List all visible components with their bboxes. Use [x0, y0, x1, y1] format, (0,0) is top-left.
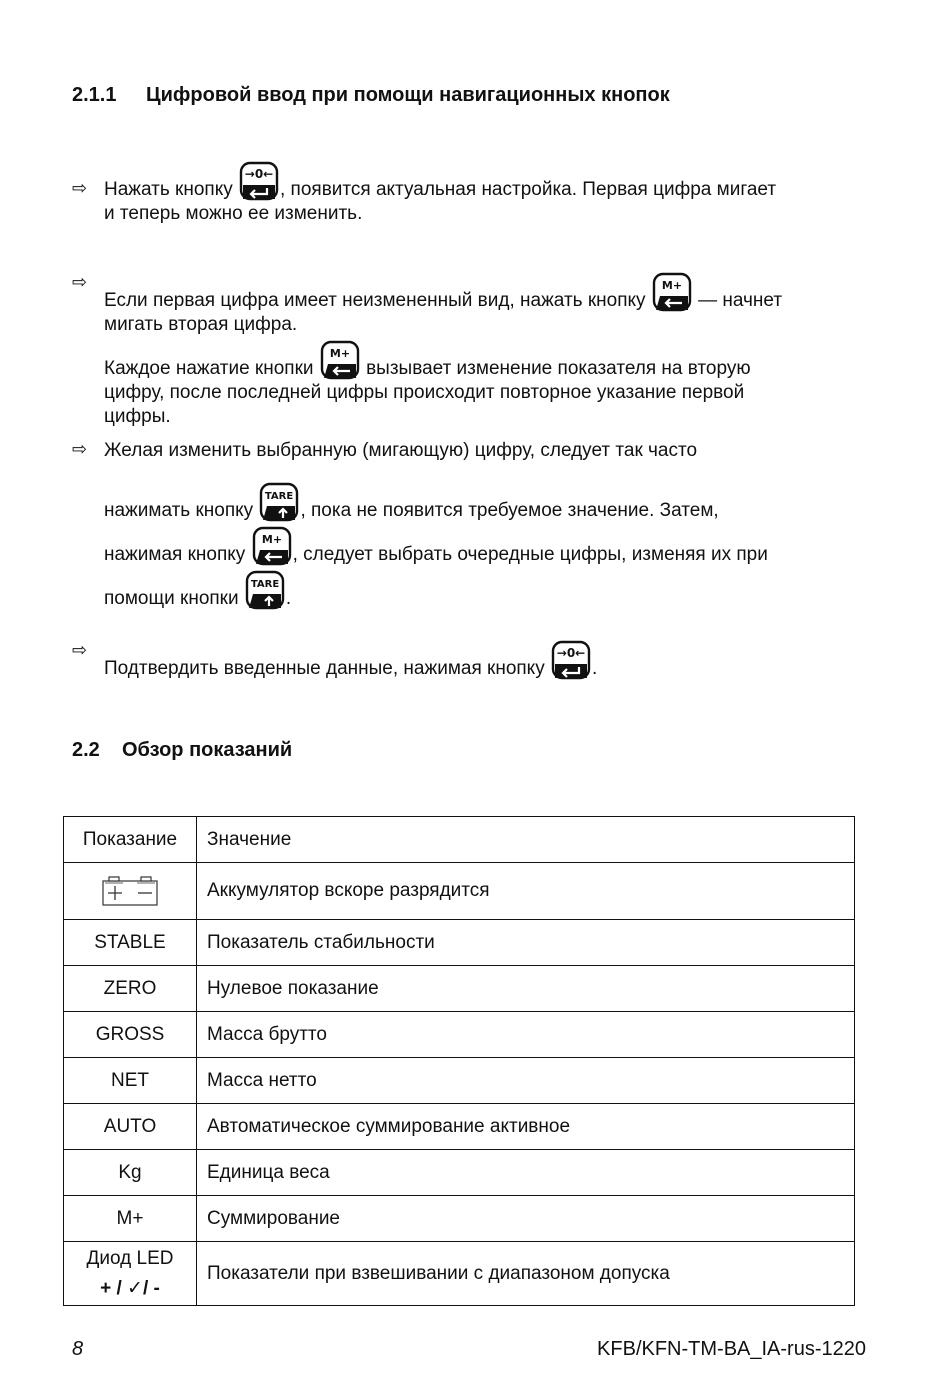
- table-cell-meaning: Показатели при взвешивании с диапазоном допуска: [197, 1242, 855, 1306]
- section-heading-2-1-1: [72, 84, 670, 107]
- bullet-2-p2-text-cont: вызывает изменение показателя на вторую: [366, 358, 751, 379]
- mplus-button-icon: [652, 272, 692, 308]
- table-cell-display: NET: [64, 1058, 197, 1104]
- table-cell-display: STABLE: [64, 920, 197, 966]
- bullet-3-line1: Желая изменить выбранную (мигающую) цифру, следует так часто: [104, 440, 698, 461]
- zero-label: →0←: [244, 167, 274, 181]
- section-heading-2-2: [72, 739, 292, 762]
- battery-low-icon: [101, 875, 159, 907]
- bullet-2-text: Если первая цифра имеет неизмененный вид, нажать кнопку: [104, 290, 646, 311]
- bullet-arrow-icon: ⇨: [72, 272, 88, 292]
- table-header-cell: Показание: [64, 817, 197, 863]
- bullet-3-line3-text: нажимая кнопку: [104, 544, 246, 565]
- svg-text:TARE: TARE: [265, 491, 294, 502]
- bullet-arrow-icon: ⇨: [72, 439, 88, 459]
- svg-text:M+: M+: [329, 347, 350, 360]
- table-cell-meaning: Нулевое показание: [197, 966, 855, 1012]
- tare-up-button-icon: [245, 570, 285, 606]
- document-id: KFB/KFN-TM-BA_IA-rus-1220: [597, 1338, 866, 1360]
- table-cell-meaning: Аккумулятор вскоре разрядится: [197, 863, 855, 920]
- bullet-3-line2: [104, 482, 719, 523]
- table-row: [64, 1196, 855, 1242]
- page-number: 8: [72, 1338, 84, 1360]
- svg-text:M+: M+: [661, 279, 682, 292]
- table-cell-display: Kg: [64, 1150, 197, 1196]
- table-cell-meaning: Масса нетто: [197, 1058, 855, 1104]
- display-overview-table: [63, 816, 855, 1306]
- tare-up-button-icon: [259, 482, 299, 518]
- led-label: Диод LED: [86, 1247, 174, 1269]
- table-row: [64, 1150, 855, 1196]
- bullet-3-line4-text: помощи кнопки: [104, 588, 239, 609]
- bullet-3-line3-text-cont: , следует выбрать очередные цифры, изменяя их при: [292, 544, 768, 565]
- bullet-arrow-icon: ⇨: [72, 178, 88, 198]
- bullet-2-text-cont: — начнет: [698, 290, 783, 311]
- table-cell-meaning: Масса брутто: [197, 1012, 855, 1058]
- mplus-button-icon: [320, 340, 360, 376]
- table-row: [64, 920, 855, 966]
- bullet-3-line4: [104, 570, 291, 611]
- bullet-1-text-cont: , появится актуальная настройка. Первая цифра мигает: [280, 179, 777, 200]
- bullet-4: [104, 640, 597, 681]
- bullet-3-line2-text-cont: , пока не появится требуемое значение. Затем,: [300, 500, 719, 521]
- table-row: [64, 1012, 855, 1058]
- table-row: [64, 1104, 855, 1150]
- table-cell-display: [64, 1242, 197, 1306]
- bullet-1: [104, 167, 777, 226]
- bullet-2-p2-line3: цифры.: [104, 406, 171, 427]
- table-row: [64, 863, 855, 920]
- bullet-2-paragraph-2: [104, 340, 751, 429]
- table-cell-meaning: Единица веса: [197, 1150, 855, 1196]
- bullet-3-line4-text-cont: .: [285, 588, 292, 609]
- section-title: Цифровой ввод при помощи навигационных кнопок: [146, 84, 670, 106]
- table-cell-display: M+: [64, 1196, 197, 1242]
- bullet-arrow-icon: ⇨: [72, 640, 88, 660]
- table-cell-display: ZERO: [64, 966, 197, 1012]
- table-cell-display: [64, 863, 197, 920]
- table-cell-display: AUTO: [64, 1104, 197, 1150]
- bullet-2-line2: мигать вторая цифра.: [104, 314, 298, 335]
- svg-text:→0←: →0←: [556, 646, 586, 660]
- section-number: 2.2: [72, 739, 100, 761]
- bullet-4-text-cont: .: [591, 658, 598, 679]
- bullet-2-p2-text: Каждое нажатие кнопки: [104, 358, 314, 379]
- table-row: [64, 1242, 855, 1306]
- table-header-cell: Значение: [197, 817, 855, 863]
- bullet-1-line2: и теперь можно ее изменить.: [104, 203, 363, 224]
- zero-enter-button-icon: [239, 161, 279, 197]
- table-cell-meaning: Автоматическое суммирование активное: [197, 1104, 855, 1150]
- table-cell-meaning: Показатель стабильности: [197, 920, 855, 966]
- bullet-1-text: Нажать кнопку: [104, 179, 233, 200]
- zero-enter-button-icon: [551, 640, 591, 676]
- table-cell-meaning: Суммирование: [197, 1196, 855, 1242]
- table-header-row: [64, 817, 855, 863]
- bullet-3-line2-text: нажимать кнопку: [104, 500, 254, 521]
- table-cell-display: GROSS: [64, 1012, 197, 1058]
- section-title: Обзор показаний: [122, 739, 293, 761]
- table-row: [64, 966, 855, 1012]
- bullet-2: [104, 272, 782, 337]
- bullet-3-line3: [104, 526, 768, 567]
- led-indicators: + / ✓/ -: [100, 1277, 160, 1299]
- mplus-button-icon: [252, 526, 292, 562]
- svg-text:TARE: TARE: [250, 579, 280, 590]
- bullet-4-text: Подтвердить введенные данные, нажимая кнопку: [104, 658, 545, 679]
- table-row: [64, 1058, 855, 1104]
- section-number: 2.1.1: [72, 84, 117, 106]
- bullet-2-p2-line2: цифру, после последней цифры происходит повторное указание первой: [104, 382, 745, 403]
- svg-text:M+: M+: [261, 533, 282, 546]
